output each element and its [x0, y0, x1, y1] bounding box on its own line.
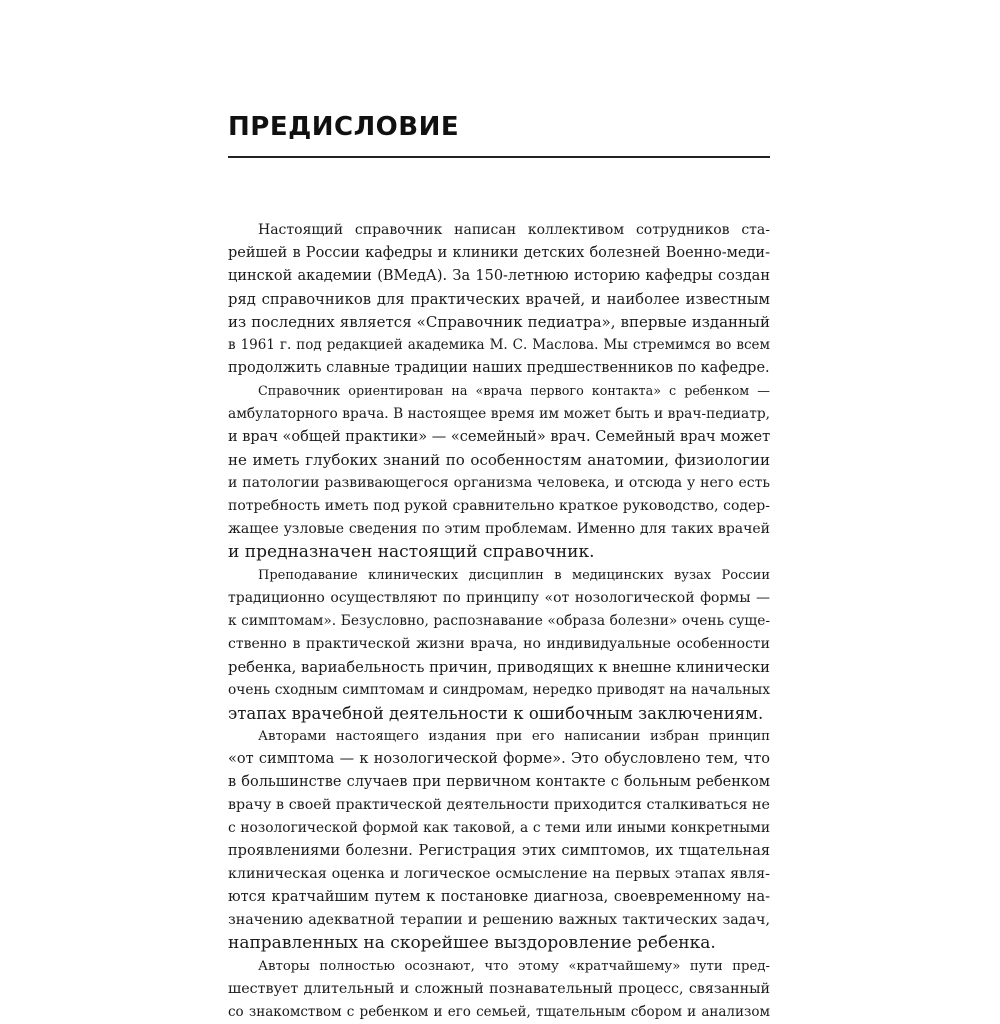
paragraph-2: [228, 380, 770, 564]
text-line: Преподавание клинических дисциплин в медицинских вузах России: [258, 568, 770, 583]
text-line: Авторы полностью осознают, что этому «кратчайшему» пути пред-: [258, 959, 770, 974]
text-line: и врач «общей практики» — «семейный» врач. Семейный врач может: [228, 429, 771, 445]
text-line: в 1961 г. под редакцией академика М. С. Маслова. Мы стремимся во всем: [228, 337, 770, 353]
page-title: ПРЕДИСЛОВИЕ: [228, 112, 460, 142]
text-line: из последних является «Справочник педиатра», впервые изданный: [228, 313, 770, 331]
text-line: с нозологической формой как таковой, а с теми или иными конкретными: [228, 820, 770, 836]
text-line: продолжить славные традиции наших предшественников по кафедре.: [228, 360, 770, 376]
text-line: со знакомством с ребенком и его семьей, тщательным сбором и анализом: [228, 1004, 770, 1020]
text-line: направленных на скорейшее выздоровление ребенка.: [228, 933, 716, 953]
paragraph-5: [228, 955, 770, 1024]
text-line: ются кратчайшим путем к постановке диагноза, своевременному на-: [228, 889, 770, 905]
text-line: цинской академии (ВМедА). За 150-летнюю историю кафедры создан: [228, 268, 770, 284]
text-line: традиционно осуществляют по принципу «от нозологической формы —: [228, 590, 770, 606]
text-line: Справочник ориентирован на «врача первого контакта» с ребенком —: [258, 384, 770, 399]
text-line: ственно в практической жизни врача, но индивидуальные особенности: [228, 636, 770, 652]
text-line: и патологии развивающегося организма человека, и отсюда у него есть: [228, 475, 770, 491]
paragraph-4: [228, 725, 770, 955]
text-line: этапах врачебной деятельности к ошибочным заключениям.: [228, 704, 764, 723]
text-line: не иметь глубоких знаний по особенностям анатомии, физиологии: [228, 451, 770, 469]
text-line: Авторами настоящего издания при его написании избран принцип: [258, 729, 770, 744]
text-line: в большинстве случаев при первичном контакте с больным ребенком: [228, 774, 770, 790]
text-line: рейшей в России кафедры и клиники детских болезней Военно-меди-: [228, 245, 770, 261]
text-line: клиническая оценка и логическое осмысление на первых этапах явля-: [228, 866, 770, 882]
text-line: врачу в своей практической деятельности приходится сталкиваться не: [228, 797, 770, 813]
text-line: Настоящий справочник написан коллективом сотрудников ста-: [258, 222, 770, 238]
text-line: амбулаторного врача. В настоящее время им может быть и врач-педиатр,: [228, 406, 770, 422]
text-line: шествует длительный и сложный познавательный процесс, связанный: [228, 981, 770, 997]
paragraph-3: [228, 564, 770, 725]
title-underline: [228, 156, 770, 158]
text-line: значению адекватной терапии и решению важных тактических задач,: [228, 912, 770, 928]
text-line: очень сходным симптомам и синдромам, нередко приводят на начальных: [228, 682, 770, 698]
text-line: к симптомам». Безусловно, распознавание «образа болезни» очень суще-: [228, 613, 770, 629]
text-line: жащее узловые сведения по этим проблемам. Именно для таких врачей: [228, 521, 770, 537]
preface-body: [228, 219, 770, 1024]
text-line: ряд справочников для практических врачей, и наиболее известным: [228, 291, 770, 308]
text-line: и предназначен настоящий справочник.: [228, 542, 595, 562]
text-line: потребность иметь под рукой сравнительно краткое руководство, содер-: [228, 498, 770, 514]
text-line: проявлениями болезни. Регистрация этих симптомов, их тщательная: [228, 843, 770, 859]
paragraph-1: [228, 219, 770, 380]
text-line: ребенка, вариабельность причин, приводящих к внешне клинически: [228, 659, 770, 676]
text-line: «от симптома — к нозологической форме». Это обусловлено тем, что: [228, 751, 770, 767]
